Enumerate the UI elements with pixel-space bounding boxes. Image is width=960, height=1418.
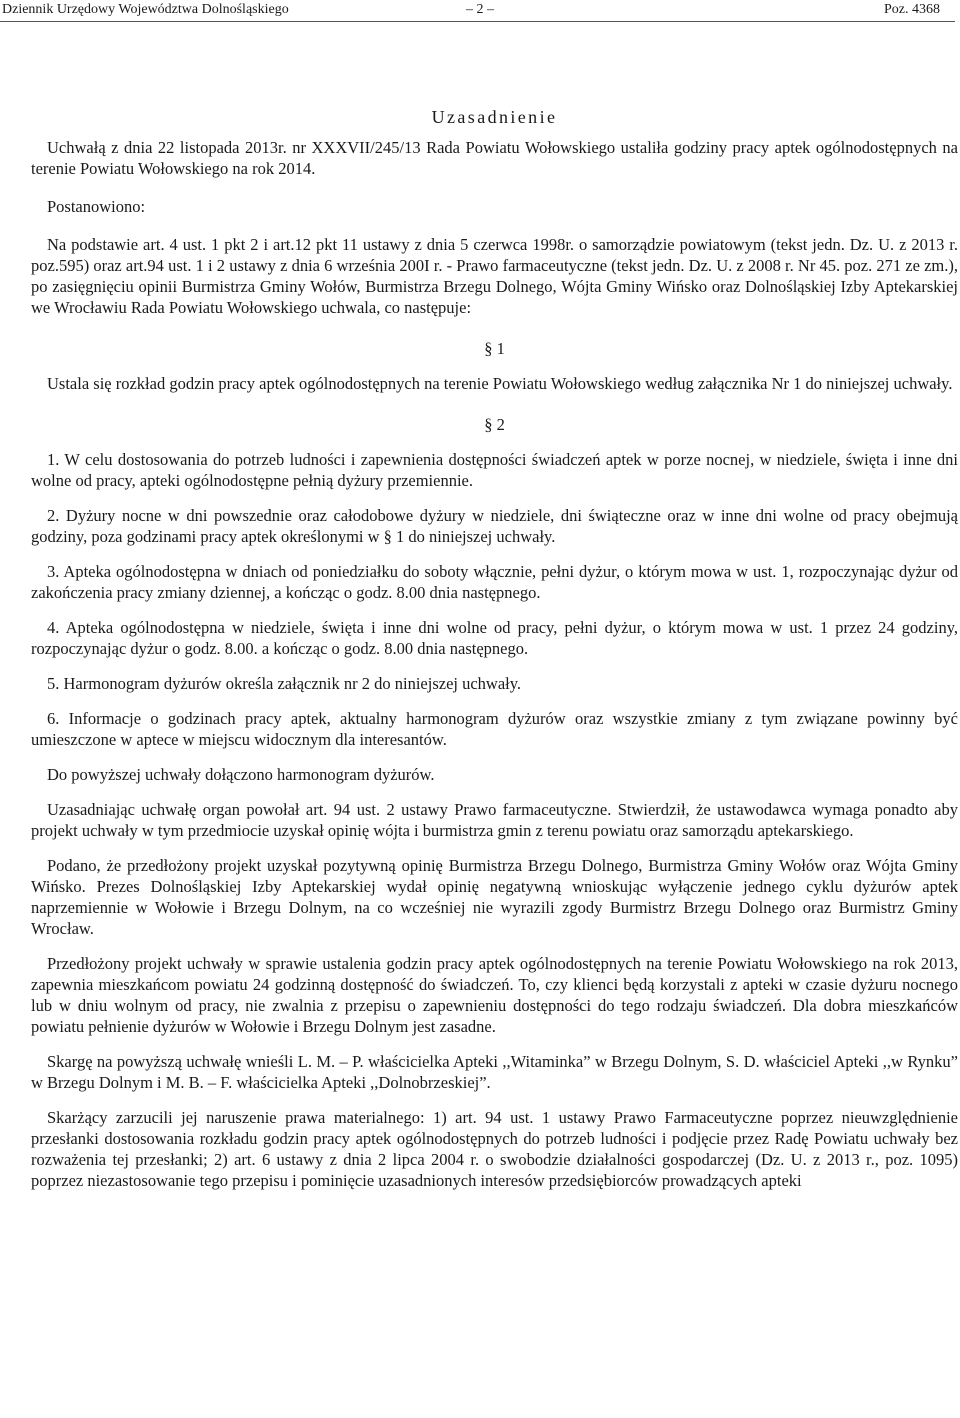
journal-title: Dziennik Urzędowy Województwa Dolnośląskiego bbox=[2, 2, 289, 17]
intro-paragraph: Uchwałą z dnia 22 listopada 2013r. nr XXXVII/245/13 Rada Powiatu Wołowskiego ustaliła godziny pracy aptek ogólnodostępnych na terenie Powiatu Wołowskiego na rok 2014. bbox=[31, 138, 958, 178]
section-2-item-3: 3. Apteka ogólnodostępna w dniach od poniedziałku do soboty włącznie, pełni dyżur, o którym mowa w ust. 1, rozpoczynając dyżur od zakończenia pracy zmiany dziennej, a kończąc o godz. 8.00 dnia następnego. bbox=[31, 562, 958, 602]
decided-label: Postanowiono: bbox=[47, 197, 146, 216]
complaint-paragraph: Skargę na powyższą uchwałę wnieśli L. M. – P. właścicielka Apteki ,,Witaminka” w Brzegu Dolnym, S. D. właściciel Apteki ,,w Rynku” w Brzegu Dolnym i M. B. – F. właścicielka Apteki ,,Dolnobrzeskiej”. bbox=[31, 1052, 958, 1092]
attachment-note: Do powyższej uchwały dołączono harmonogram dyżurów. bbox=[47, 765, 435, 784]
section-2-item-4: 4. Apteka ogólnodostępna w niedziele, święta i inne dni wolne od pracy, pełni dyżur, o którym mowa w ust. 1 przez 24 godziny, rozpoczynając dyżur o godz. 8.00. a kończąc o godz. 8.00 dnia następnego. bbox=[31, 618, 958, 658]
document-body bbox=[31, 96, 958, 1191]
section-2-item-6: 6. Informacje o godzinach pracy aptek, aktualny harmonogram dyżurów oraz wszystkie zmiany z tym związane powinny być umieszczone w aptece w miejscu widocznym dla interesantów. bbox=[31, 709, 958, 749]
page-header bbox=[0, 0, 960, 20]
section-2-item-5: 5. Harmonogram dyżurów określa załącznik nr 2 do niniejszej uchwały. bbox=[47, 674, 522, 693]
legal-basis-paragraph: Na podstawie art. 4 ust. 1 pkt 2 i art.12 pkt 11 ustawy z dnia 5 czerwca 1998r. o samorządzie powiatowym (tekst jedn. Dz. U. z 2013 r. poz.595) oraz art.94 ust. 1 i 2 ustawy z dnia 6 września 200I r. - Prawo farmaceutyczne (tekst jedn. Dz. U. z 2008 r. Nr 45. poz. 271 ze zm.), po zasięgnięciu opinii Burmistrza Gminy Wołów, Burmistrza Brzegu Dolnego, Wójta Gminy Wińsko oraz Dolnośląskiej Izby Aptekarskiej we Wrocławiu Rada Powiatu Wołowskiego uchwala, co następuje: bbox=[31, 235, 958, 317]
document-title: Uzasadnienie bbox=[431, 107, 558, 127]
project-paragraph: Przedłożony projekt uchwały w sprawie ustalenia godzin pracy aptek ogólnodostępnych na terenie Powiatu Wołowskiego na rok 2013, zapewnia mieszkańcom powiatu 24 godzinną dostępność do świadczeń. To, czy klienci będą korzystali z apteki w czasie dyżuru nocnego lub w dniu wolnym od pracy, nie zwalnia z przepisu o zapewnieniu dostępności do tego rodzaju świadczeń. Dla dobra mieszkańców powiatu pełnienie dyżurów w Wołowie i Brzegu Dolnym jest zasadne. bbox=[31, 954, 958, 1036]
section-2-heading: § 2 bbox=[484, 415, 505, 434]
section-1-text: Ustala się rozkład godzin pracy aptek ogólnodostępnych na terenie Powiatu Wołowskiego według załącznika Nr 1 do niniejszej uchwały. bbox=[47, 374, 953, 393]
header-divider bbox=[0, 21, 955, 22]
section-2-item-2: 2. Dyżury nocne w dni powszednie oraz całodobowe dyżury w niedziele, dni świąteczne oraz w inne dni wolne od pracy obejmują godziny, poza godzinami pracy aptek określonymi w § 1 do niniejszej uchwały. bbox=[31, 506, 958, 546]
position-number: Poz. 4368 bbox=[884, 2, 940, 17]
section-2-item-1: 1. W celu dostosowania do potrzeb ludności i zapewnienia dostępności świadczeń aptek w porze nocnej, w niedziele, święta i inne dni wolne od pracy, apteki ogólnodostępne pełnią dyżury przemiennie. bbox=[31, 450, 958, 490]
justification-paragraph: Uzasadniając uchwałę organ powołał art. 94 ust. 2 ustawy Prawo farmaceutyczne. Stwierdził, że ustawodawca wymaga ponadto aby projekt uchwały w tym przedmiocie uzyskał opinię wójta i burmistrza gmin z terenu powiatu oraz samorządu aptekarskiego. bbox=[31, 800, 958, 840]
page-number: – 2 – bbox=[466, 2, 494, 17]
opinions-paragraph: Podano, że przedłożony projekt uzyskał pozytywną opinię Burmistrza Brzegu Dolnego, Burmistrza Gminy Wołów oraz Wójta Gminy Wińsko. Prezes Dolnośląskiej Izby Aptekarskiej wydał opinię negatywną wnioskując wyłączenie jednego cyklu dyżurów aptek naprzemiennie w Wołowie i Brzegu Dolnym, na co wcześniej nie wyrazili zgody Burmistrz Brzegu Dolnego oraz Burmistrz Gminy Wrocław. bbox=[31, 856, 958, 938]
section-1-heading: § 1 bbox=[484, 339, 505, 358]
allegations-paragraph: Skarżący zarzucili jej naruszenie prawa materialnego: 1) art. 94 ust. 1 ustawy Prawo Farmaceutyczne poprzez nieuwzględnienie przesłanki dostosowania rozkładu godzin pracy aptek ogólnodostępnych do potrzeb ludności i podjęcie przez Radę Powiatu uchwały bez rozważenia tej przesłanki; 2) art. 6 ustawy z dnia 2 lipca 2004 r. o swobodzie działalności gospodarczej (Dz. U. z 2013 r., poz. 1095) poprzez niezastosowanie tego przepisu i pominięcie uzasadnionych interesów przedsiębiorców prowadzących apteki bbox=[31, 1108, 958, 1190]
